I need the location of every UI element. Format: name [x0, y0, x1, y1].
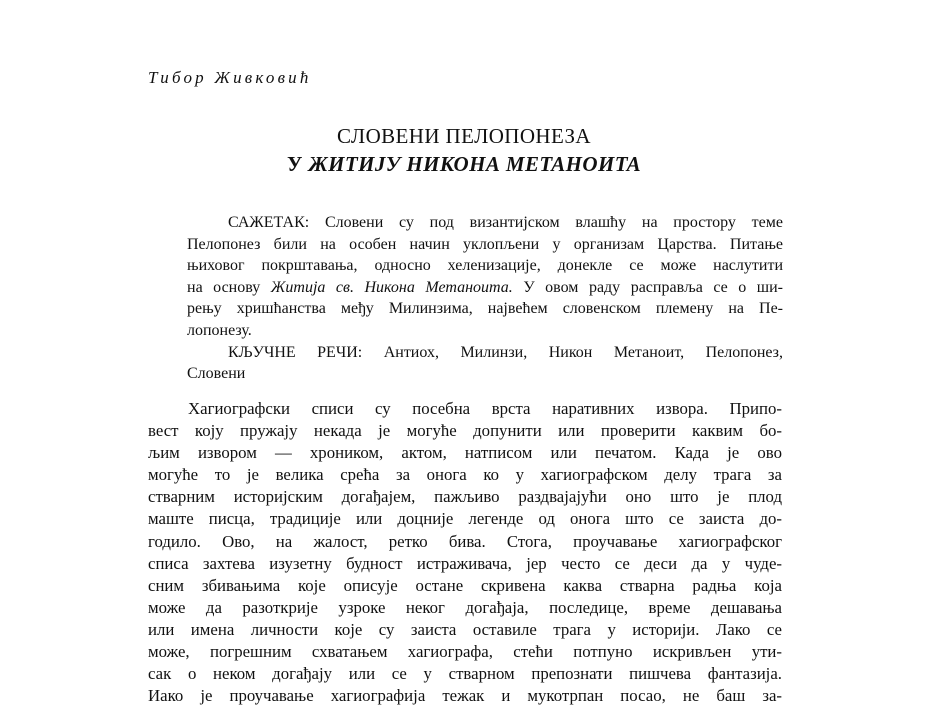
abstract-line: њиховог покрштавања, односно хеленизације, донекле се може наслутити [187, 257, 783, 275]
title-line-2-italic: ЖИТИЈУ НИКОНА МЕТАНОИТА [308, 152, 642, 176]
body-line: могуће то је велика срећа за онога ко у хагиографском делу трага за [148, 465, 782, 485]
body-line: може да разоткрије узроке неког догађаја, последице, време дешавања [148, 597, 782, 617]
keywords-line: КЉУЧНЕ РЕЧИ: Антиох, Милинзи, Никон Метаноит, Пелопонез, [228, 343, 783, 361]
article-title [0, 122, 928, 178]
body-line: годило. Ово, на жалост, ретко бива. Стога, проучавање хагиографског [148, 531, 782, 551]
title-line-1: СЛОВЕНИ ПЕЛОПОНЕЗА [337, 124, 591, 148]
abstract-line: САЖЕТАК: Словени су под византијском влашћу на простору теме [228, 214, 783, 231]
abstract-line: рењу хришћанства међу Милинзима, највећем словенском племену на Пе- [187, 300, 783, 318]
body-line: љим извором — хроником, актом, натписом или печатом. Када је ово [148, 443, 782, 463]
title-line-2-prefix: У [286, 152, 309, 176]
body-line: или имена личности које су заиста оставиле трага у историји. Лако се [148, 619, 782, 639]
body-line: сак о неком догађају или се у стварном препознати пишчева фантазија. [148, 664, 782, 684]
body-line: стварним историјским догађајем, пажљиво раздвајајући оно што је плод [148, 487, 782, 507]
abstract-label: САЖЕТАК [228, 214, 305, 231]
title-line-2 [0, 150, 928, 178]
body-line: вест коју пружају некада је могуће допунити или проверити каквим бо- [148, 421, 782, 441]
author-name: Тибор Живковић [148, 68, 312, 87]
cited-work-title: Житија св. Никона Метаноита. [270, 278, 513, 296]
body-line: списа захтева изузетну будност истраживача, јер често се деси да у чуде- [148, 553, 782, 573]
abstract-line: лопонезу. [187, 321, 252, 339]
body-line: сним збивањима које описује остане скривена каква стварна радња која [148, 575, 782, 595]
keywords-line: Словени [187, 365, 246, 383]
abstract-line: на основу Житија св. Никона Метаноита. У овом раду расправља се о ши- [187, 278, 784, 296]
abstract [187, 212, 783, 385]
body-text [148, 398, 782, 707]
body-line: Хагиографски списи су посебна врста наративних извора. Припо- [188, 399, 782, 418]
abstract-line: Пелопонез били на особен начин уклопљени у организам Царства. Питање [187, 235, 783, 253]
body-line: маште писца, традиције или доцније легенде од онога што се заиста до- [148, 509, 782, 529]
body-line: може, погрешним схватањем хагиографа, стећи потпуно искривљен ути- [148, 642, 782, 662]
body-line: Иако је проучавање хагиографија тежак и мукотрпан посао, не баш за- [148, 686, 782, 706]
keywords-label: КЉУЧНЕ РЕЧИ [228, 343, 358, 361]
